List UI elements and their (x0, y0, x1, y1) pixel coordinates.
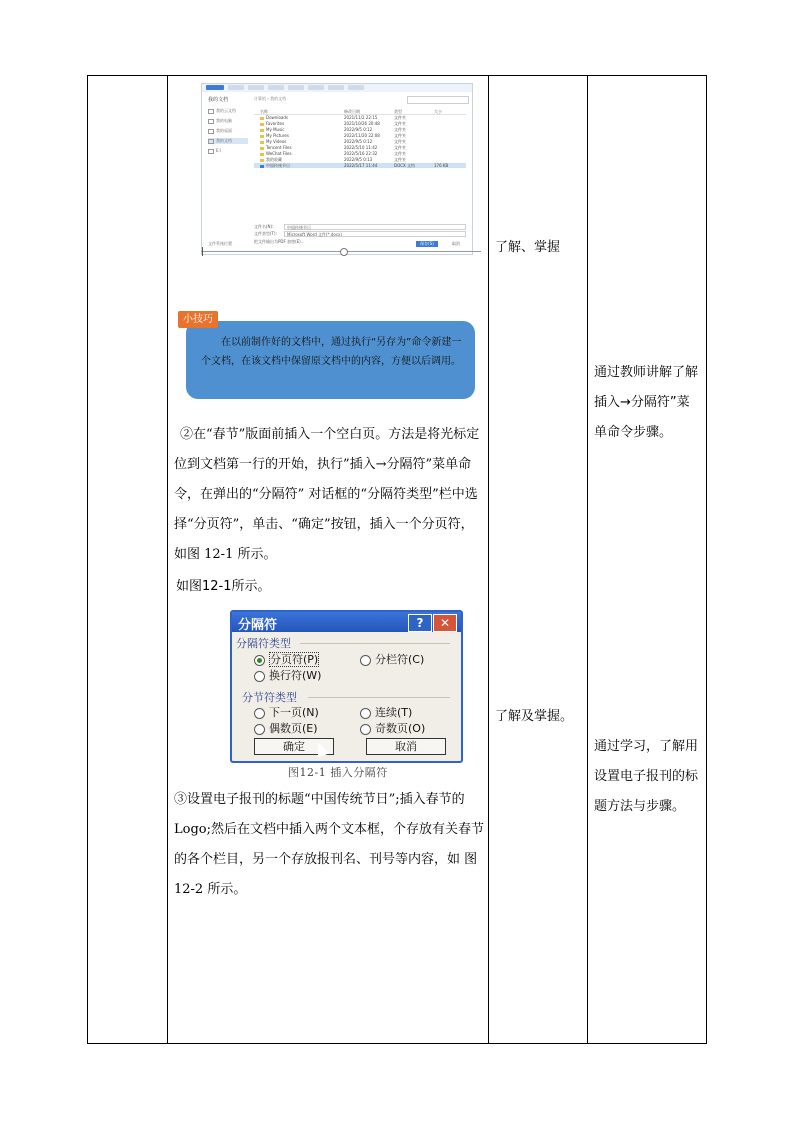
column-name[interactable]: 名称 (260, 109, 268, 114)
search-input[interactable] (407, 96, 469, 104)
file-row[interactable]: Tencent Files 2022/5/10 11:42 文件夹 (254, 145, 466, 150)
folder-icon (260, 123, 264, 126)
step2-paragraph: ②在“春节”版面前插入一个空白页。方法是将光标定位到文档第一行的开始，执行”插入→分隔符”菜单命令，在弹出的“分隔符” 对话框的“分隔符类型”栏中选择“分页符”，单击、“确定”按钮，插入一个分页符，如图 12-1 所示。 (174, 427, 480, 562)
tip-tag: 小技巧 (178, 311, 218, 328)
file-row-selected[interactable]: 中国传统节日 2022/5/17 11:44 DOCX 文档 176 KB (254, 163, 466, 168)
table-right-border (706, 75, 707, 1044)
ok-button[interactable]: 确定 (254, 738, 334, 755)
radio-column-break[interactable]: 分栏符(C) (360, 651, 424, 667)
sidebar-item-computer[interactable]: 我的电脑 (208, 118, 232, 124)
radio-even-page[interactable]: 偶数页(E) (254, 720, 318, 736)
table-col-divider-2 (488, 75, 489, 1044)
column-date[interactable]: 修改日期 (344, 109, 360, 114)
encrypt-link[interactable]: 加密(E)... (287, 239, 305, 244)
dialog-toolbar (202, 84, 472, 92)
file-row[interactable]: Favorites 2021/10/26 20:48 文件夹 (254, 121, 466, 126)
group-divider (300, 643, 450, 644)
radio-next-page[interactable]: 下一页(N) (254, 704, 319, 720)
objective-second: 了解及掌握。 (495, 709, 574, 724)
filename-field: 文件名(N): 中国传统节日 (254, 224, 466, 229)
drive-icon (208, 149, 214, 154)
filetype-select[interactable]: Microsoft Word 文件(*.docx) (284, 231, 466, 237)
radio-icon (360, 708, 371, 719)
file-row[interactable]: 我的收藏 2022/9/5 0:13 文件夹 (254, 157, 466, 162)
column-size[interactable]: 大小 (434, 109, 442, 114)
radio-line-break[interactable]: 换行符(W) (254, 667, 321, 683)
radio-icon (254, 724, 265, 735)
close-button[interactable]: ✕ (433, 614, 457, 632)
folder-icon (260, 153, 264, 156)
filetype-field: 文件类型(T): Microsoft Word 文件(*.docx) (254, 231, 466, 236)
table-top-border (87, 75, 707, 76)
radio-icon (360, 655, 371, 666)
folder-icon (260, 129, 264, 132)
radio-odd-page[interactable]: 奇数页(O) (360, 720, 425, 736)
dialog-title: 我的文档 (208, 97, 229, 103)
folder-icon (260, 135, 264, 138)
column-type[interactable]: 类型 (394, 109, 402, 114)
group-section-type: 分节符类型 (242, 691, 297, 704)
folder-icon (260, 117, 264, 120)
file-system-link[interactable]: 文件系统位置 (208, 241, 232, 246)
zoom-slider-tick (202, 247, 203, 256)
group-divider (308, 697, 450, 698)
computer-icon (208, 119, 214, 124)
file-row[interactable]: My Videos 2022/9/5 0:12 文件夹 (254, 139, 466, 144)
folder-icon (260, 141, 264, 144)
sidebar-item-documents[interactable]: 我的文档 (208, 138, 248, 144)
word-doc-icon (260, 165, 264, 168)
dialog-title: 分隔符 (238, 618, 278, 633)
objective-first: 了解、掌握 (495, 240, 561, 255)
sidebar-item-desktop[interactable]: 我的桌面 (208, 128, 232, 134)
folder-icon (208, 139, 214, 144)
zoom-slider-handle[interactable] (340, 248, 348, 256)
folder-icon (260, 147, 264, 150)
save-as-dialog-screenshot (201, 83, 473, 255)
sidebar-item-drive-e[interactable]: E:\ (208, 148, 221, 154)
file-row[interactable]: My Pictures 2022/11/20 22:08 文件夹 (254, 133, 466, 138)
file-row[interactable]: WeChat Files 2022/5/16 22:32 文件夹 (254, 151, 466, 156)
file-row[interactable]: Downloads 2021/11/2 22:15 文件夹 (254, 115, 466, 120)
radio-page-break[interactable]: 分页符(P) (254, 651, 319, 667)
radio-icon (254, 708, 265, 719)
radio-continuous[interactable]: 连续(T) (360, 704, 412, 720)
cancel-button[interactable]: 取消 (452, 241, 460, 246)
file-row[interactable]: My Music 2022/9/5 0:12 文件夹 (254, 127, 466, 132)
desktop-icon (208, 129, 214, 134)
table-bottom-border (87, 1043, 707, 1044)
save-button[interactable]: 保存(S) (416, 241, 438, 247)
intent-second: 通过学习，了解用设置电子报刊的标题方法与步骤。 (594, 739, 699, 814)
group-break-type: 分隔符类型 (236, 637, 291, 650)
step3-paragraph: ③设置电子报刊的标题“中国传统节日”;插入春节的 Logo;然后在文档中插入两个文本框，个存放有关春节的各个栏目，另一个存放报刊名、刊号等内容，如 图 12-2 所示。 (174, 792, 484, 897)
options-row (254, 239, 334, 244)
pdf-option[interactable]: 把文件输出为PDF (254, 239, 286, 244)
path-bar[interactable]: 计算机 › 我的文档 (254, 96, 287, 101)
table-col-divider-3 (587, 75, 588, 1044)
filename-input[interactable]: 中国传统节日 (284, 224, 466, 230)
radio-icon (254, 671, 265, 682)
help-button[interactable]: ? (408, 614, 432, 632)
figure-caption: 图12-1 插入分隔符 (288, 766, 388, 779)
cancel-button[interactable]: 取消 (366, 738, 446, 755)
table-col-divider-1 (167, 75, 168, 1044)
intent-first: 通过教师讲解了解插入→分隔符”菜单命令步骤。 (594, 365, 699, 440)
radio-selected-icon (254, 655, 265, 666)
sidebar-item-cloud[interactable]: 我的云文档 (208, 108, 236, 114)
folder-icon (260, 159, 264, 162)
radio-icon (360, 724, 371, 735)
break-dialog-figure (230, 610, 463, 763)
table-left-border (87, 75, 88, 1044)
figure-reference: 如图12-1所示。 (176, 579, 271, 594)
cloud-icon (208, 109, 214, 114)
tip-text: 在以前制作好的文档中，通过执行“另存为”命令新建一个文档，在该文档中保留原文档中的内容，方便以后调用。 (201, 337, 462, 367)
